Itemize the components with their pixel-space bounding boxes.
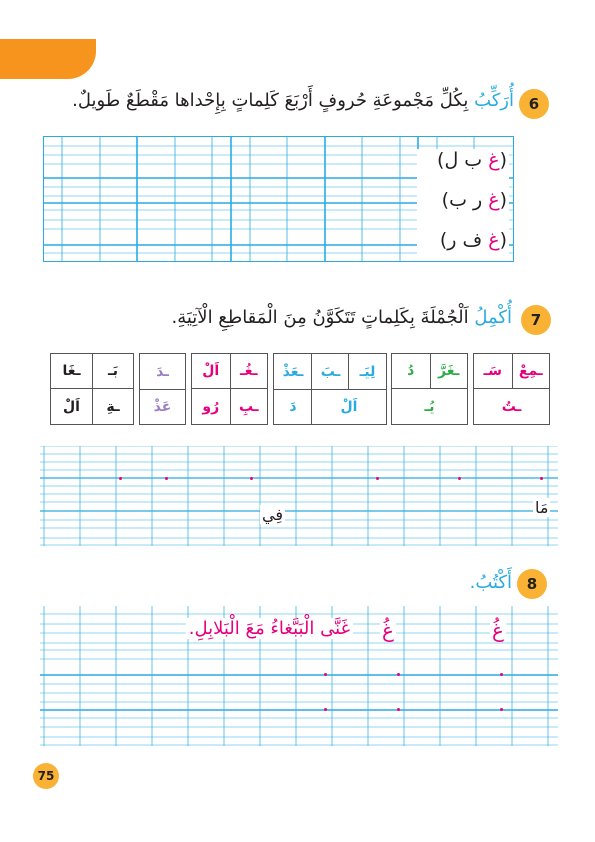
exercise-7-writing-grid[interactable] [40,446,558,546]
guide-dot [250,477,253,480]
sequence-item: (غ ف ر) [439,229,507,251]
sequence-item: (غ ر ب) [441,189,507,211]
syllable-box [139,353,186,425]
guide-dot [324,708,327,711]
syllable-cell: ـغَرَّ [430,354,468,389]
exercise-8-writing-grid[interactable] [40,606,558,746]
guide-dot [397,708,400,711]
exercise-6-text: بِكُلِّ مَجْموعَةِ حُروفٍ أَرْبَعَ كَلِماتٍ بِإِحْداها مَقْطَعٌ طَويلٌ. [72,90,475,111]
exercise-8-verb: أَكْتُبُ. [469,572,512,593]
syllable-cell: عَذْ [153,398,172,415]
exercise-7-instruction [171,307,512,328]
guide-dot [376,477,379,480]
syllable-cell: اَلْ [63,398,80,415]
guide-dot [458,477,461,480]
guide-dot [500,708,503,711]
syllable-cell: يُـ [424,398,435,415]
guide-dot [397,673,400,676]
syllable-box [391,353,468,425]
syllable-box [273,353,387,425]
exercise-6-number: 6 [528,95,540,113]
exercise-8-number: 8 [526,575,538,593]
syllable-cell: ـةِ [92,389,133,424]
page-corner-tab [0,39,96,79]
model-sentence: غَنَّى الْبَبَّغاءُ مَعَ الْبَلابِلِ. [186,618,353,639]
syllable-cell: ـبِ [230,389,268,424]
syllable-cell: اَلْ [311,389,386,424]
guide-dot [500,673,503,676]
syllable-cell: اَلْ [192,354,230,389]
guide-dot [324,673,327,676]
exercise-6-sequence-panel [417,149,509,261]
word-ma: مَا [535,498,549,517]
syllable-cell: ـعَذْ [274,354,312,390]
syllable-cell: دُ [392,354,430,389]
syllable-cell: ـدَ [140,354,185,390]
page-number: 75 [37,769,55,783]
syllable-cell: سَـ [474,354,512,389]
syllable-cell: ـغَا [51,354,92,389]
exercise-6-writing-grid[interactable] [43,136,514,262]
exercise-7-verb: أُكْمِلُ [474,307,512,328]
syllable-cell: دَ [289,398,297,415]
exercise-8-badge [517,569,547,599]
exercise-7-number: 7 [530,311,542,329]
syllable-cell: رُو [202,398,220,415]
model-letter: غُ [382,618,394,642]
sequence-item: (غ ب ل) [437,149,507,171]
exercise-7-text: اَلْجُمْلَةَ بِكَلِماتٍ تَتَكَوَّنُ مِنَ الْمَقاطِعِ الْآتِيَةِ. [171,307,475,328]
exercise-8-instruction [470,572,512,593]
word-fi: فِي [262,505,283,524]
syllable-cell: لِيَـ [348,354,386,390]
guide-dot [165,477,168,480]
exercise-7-badge [521,305,551,335]
syllable-box [191,353,268,425]
exercise-6-instruction [72,90,514,111]
exercise-6-badge [519,89,549,119]
exercise-7-grid-lines [40,446,558,546]
model-letter: غُ [492,618,504,642]
syllable-cell: بَـ [92,354,133,389]
page-number-badge [33,763,59,789]
guide-dot [119,477,122,480]
syllable-cell: ـبَ [311,354,349,390]
syllable-cell: ـتُ [501,398,522,415]
guide-dot [540,477,543,480]
syllable-cell: ـمِعْ [512,354,550,389]
syllable-box [473,353,550,425]
syllable-cell: ـغُـ [230,354,268,389]
syllable-box [50,353,134,425]
exercise-6-verb: أُرَكِّبُ [474,90,514,111]
